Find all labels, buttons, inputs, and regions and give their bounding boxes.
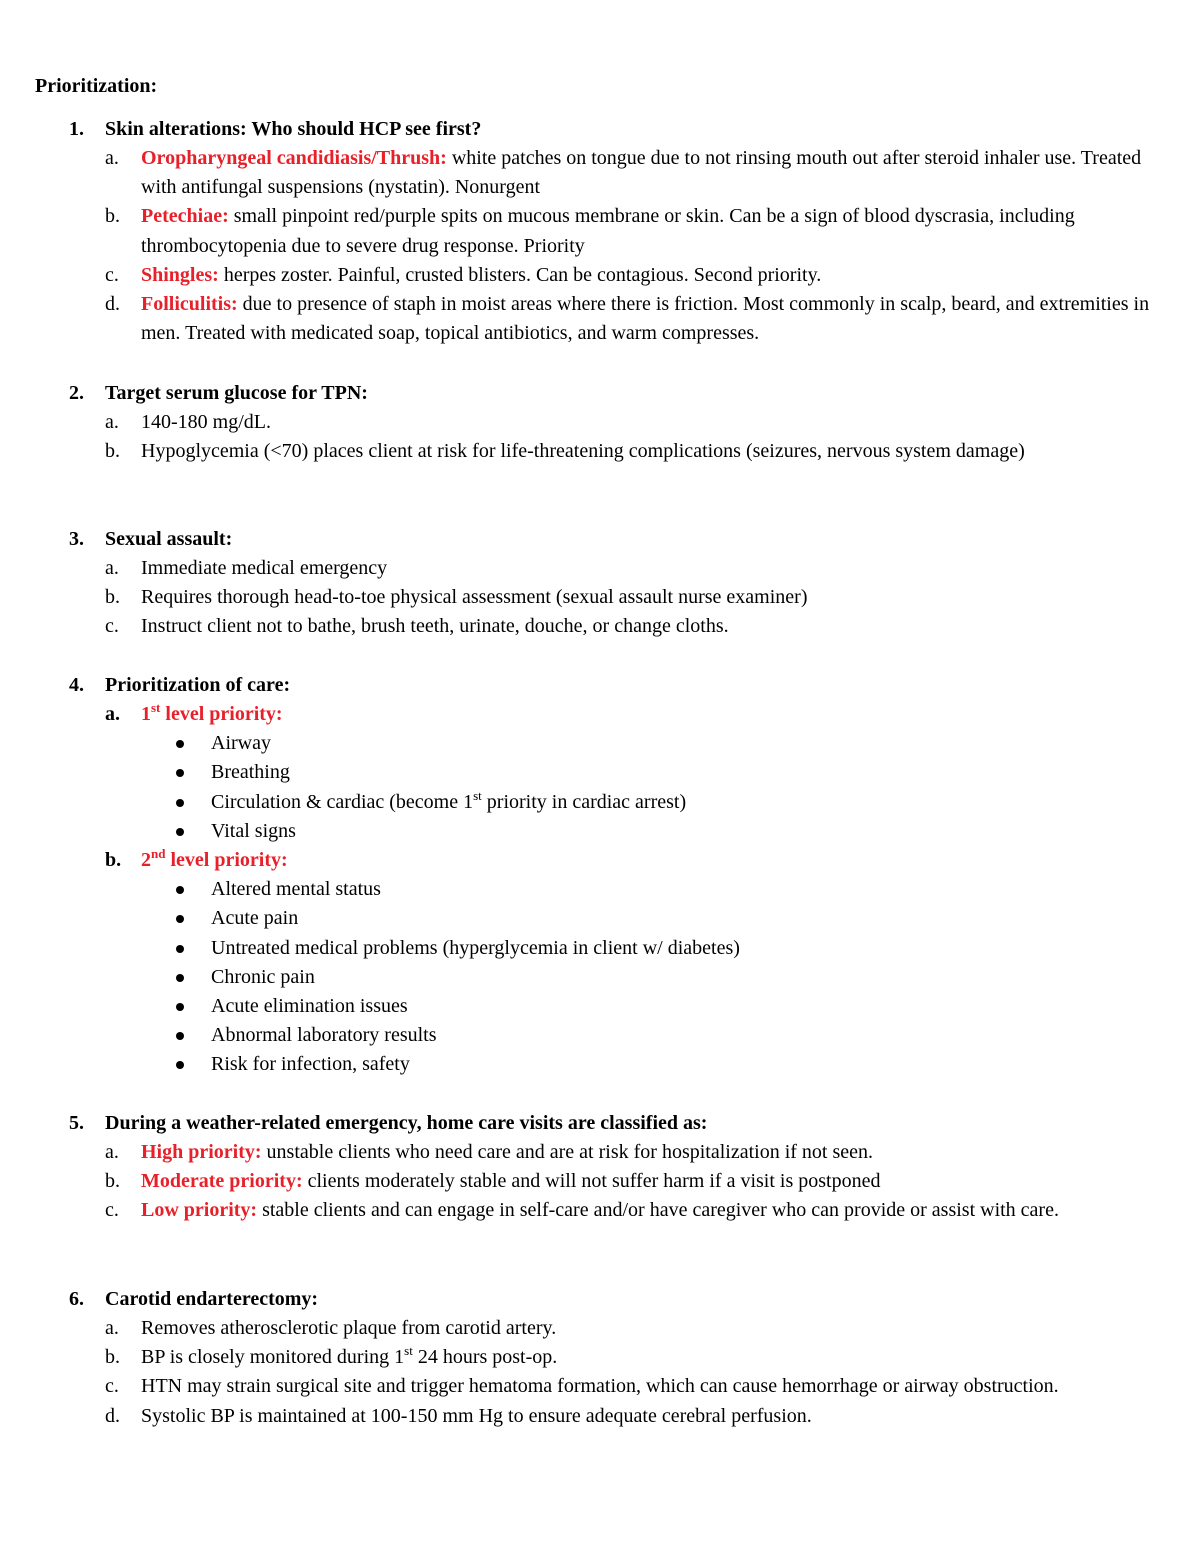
section-number: 3. bbox=[69, 528, 84, 550]
item-letter: d. bbox=[105, 293, 120, 316]
item-text: 140-180 mg/dL. bbox=[141, 411, 271, 433]
bullet-text: Abnormal laboratory results bbox=[211, 1024, 437, 1047]
item-text: small pinpoint red/purple spits on mucous membrane or skin. Can be a sign of blood dyscrasia, including thrombocytopenia due to severe drug response. Priority bbox=[141, 205, 1075, 257]
item-letter: c. bbox=[105, 615, 119, 638]
bullet-icon bbox=[176, 769, 184, 777]
item-letter: c. bbox=[105, 263, 119, 286]
bullet-item bbox=[0, 992, 1200, 1021]
section-number: 6. bbox=[69, 1288, 84, 1310]
item-term: Low priority: bbox=[141, 1199, 258, 1222]
bullet-text: Altered mental status bbox=[211, 878, 381, 901]
item-text: Hypoglycemia (<70) places client at risk for life-threatening complications (seizures, nervous system damage) bbox=[141, 440, 1025, 463]
item-text: BP is closely monitored during 1st 24 hours post-op. bbox=[141, 1343, 558, 1369]
bullet-icon bbox=[176, 945, 184, 953]
section-skin-alterations bbox=[0, 115, 1200, 348]
bullet-item bbox=[0, 1021, 1200, 1050]
section-prioritization-of-care bbox=[0, 671, 1200, 1079]
bullet-icon bbox=[176, 915, 184, 923]
bullet-icon bbox=[176, 886, 184, 894]
bullet-text: Airway bbox=[211, 732, 271, 755]
bullet-icon bbox=[176, 974, 184, 982]
bullet-item bbox=[0, 758, 1200, 787]
bullet-item bbox=[0, 934, 1200, 963]
list-item bbox=[0, 290, 1200, 348]
bullet-icon bbox=[176, 740, 184, 748]
bullet-item bbox=[0, 1050, 1200, 1079]
section-title: During a weather-related emergency, home care visits are classified as: bbox=[105, 1112, 708, 1134]
list-item bbox=[0, 1314, 1200, 1343]
item-term: Moderate priority: bbox=[141, 1170, 303, 1193]
item-letter: a. bbox=[105, 1317, 119, 1339]
section-heading bbox=[0, 379, 1200, 408]
bullet-text: Vital signs bbox=[211, 819, 296, 842]
item-letter: c. bbox=[105, 1375, 119, 1398]
item-letter: b. bbox=[105, 1170, 120, 1193]
bullet-item bbox=[0, 963, 1200, 992]
list-item bbox=[0, 408, 1200, 437]
item-letter: b. bbox=[105, 1346, 120, 1369]
item-letter: b. bbox=[105, 586, 120, 609]
list-item bbox=[0, 202, 1200, 260]
level-ordinal: st bbox=[151, 700, 161, 715]
item-text: due to presence of staph in moist areas where there is friction. Most commonly in scalp, beard, and extremities in men. Treated with medicated soap, topical antibiotics, and warm compresses. bbox=[141, 293, 1150, 345]
item-letter: b. bbox=[105, 848, 122, 871]
item-term: Folliculitis: bbox=[141, 293, 238, 316]
section-number: 2. bbox=[69, 382, 84, 404]
item-text: herpes zoster. Painful, crusted blisters. Can be contagious. Second priority. bbox=[218, 263, 822, 286]
list-item bbox=[0, 261, 1200, 290]
item-term: Oropharyngeal candidiasis/Thrush: bbox=[141, 147, 447, 169]
item-letter: a. bbox=[105, 411, 119, 433]
section-weather-emergency bbox=[0, 1109, 1200, 1226]
section-heading bbox=[0, 1109, 1200, 1138]
section-heading bbox=[0, 671, 1200, 700]
list-item bbox=[0, 1138, 1200, 1167]
section-number: 1. bbox=[69, 118, 84, 140]
list-item bbox=[0, 1343, 1200, 1372]
list-item bbox=[0, 1167, 1200, 1196]
item-text: HTN may strain surgical site and trigger hematoma formation, which can cause hemorrhage or airway obstruction. bbox=[141, 1375, 1059, 1398]
item-letter: b. bbox=[105, 205, 120, 228]
section-title: Prioritization of care: bbox=[105, 674, 291, 696]
priority-level-1 bbox=[0, 700, 1200, 729]
section-target-glucose bbox=[0, 379, 1200, 466]
bullet-item bbox=[0, 875, 1200, 904]
bullet-item bbox=[0, 817, 1200, 846]
item-letter: a. bbox=[105, 1141, 119, 1163]
section-number: 5. bbox=[69, 1112, 84, 1134]
list-item bbox=[0, 1402, 1200, 1431]
section-title: Skin alterations: Who should HCP see first? bbox=[105, 118, 482, 140]
list-item bbox=[0, 554, 1200, 583]
section-heading bbox=[0, 115, 1200, 144]
section-carotid-endarterectomy bbox=[0, 1285, 1200, 1431]
list-item bbox=[0, 1196, 1200, 1225]
item-term: Petechiae: bbox=[141, 205, 229, 228]
bullet-text: Acute pain bbox=[211, 907, 299, 930]
level-ordinal: nd bbox=[151, 845, 166, 861]
item-text: unstable clients who need care and are at risk for hospitalization if not seen. bbox=[261, 1141, 874, 1163]
section-heading bbox=[0, 1285, 1200, 1314]
item-letter: c. bbox=[105, 1199, 119, 1222]
bullet-icon bbox=[176, 1061, 184, 1069]
list-item bbox=[0, 437, 1200, 466]
item-text: Instruct client not to bathe, brush teeth, urinate, douche, or change cloths. bbox=[141, 615, 729, 638]
item-text: stable clients and can engage in self-care and/or have caregiver who can provide or assist with care. bbox=[257, 1199, 1059, 1222]
list-item bbox=[0, 144, 1200, 202]
item-letter: a. bbox=[105, 147, 119, 169]
bullet-icon bbox=[176, 1003, 184, 1011]
list-item bbox=[0, 583, 1200, 612]
priority-level-2 bbox=[0, 846, 1200, 875]
level-number: 2 bbox=[141, 848, 151, 871]
bullet-item bbox=[0, 788, 1200, 817]
bullet-text: Acute elimination issues bbox=[211, 994, 408, 1017]
bullet-icon bbox=[176, 1032, 184, 1040]
level-label: level priority: bbox=[165, 848, 288, 871]
item-letter: a. bbox=[105, 557, 119, 579]
page-title: Prioritization: bbox=[35, 75, 158, 97]
level-label: level priority: bbox=[160, 703, 283, 725]
bullet-icon bbox=[176, 799, 184, 807]
bullet-icon bbox=[176, 828, 184, 836]
item-term: High priority: bbox=[141, 1141, 262, 1163]
section-heading bbox=[0, 525, 1200, 554]
bullet-item bbox=[0, 904, 1200, 933]
list-item bbox=[0, 612, 1200, 641]
item-term: Shingles: bbox=[141, 263, 219, 286]
item-text: Removes atherosclerotic plaque from carotid artery. bbox=[141, 1317, 557, 1339]
section-title: Target serum glucose for TPN: bbox=[105, 382, 368, 404]
bullet-text: Breathing bbox=[211, 761, 290, 784]
section-title: Sexual assault: bbox=[105, 528, 233, 550]
item-letter: d. bbox=[105, 1404, 120, 1427]
bullet-text: Circulation & cardiac (become 1st priority in cardiac arrest) bbox=[211, 787, 687, 813]
section-title: Carotid endarterectomy: bbox=[105, 1288, 319, 1310]
bullet-text: Chronic pain bbox=[211, 965, 315, 988]
item-letter: b. bbox=[105, 440, 120, 463]
item-text: Systolic BP is maintained at 100-150 mm Hg to ensure adequate cerebral perfusion. bbox=[141, 1404, 812, 1427]
item-text: white patches on tongue due to not rinsing mouth out after steroid inhaler use. Treated with antifungal suspensions (nystatin). Nonurgent bbox=[141, 147, 1142, 199]
item-text: Immediate medical emergency bbox=[141, 557, 388, 579]
bullet-text: Untreated medical problems (hyperglycemia in client w/ diabetes) bbox=[211, 936, 740, 959]
item-text: Requires thorough head-to-toe physical assessment (sexual assault nurse examiner) bbox=[141, 586, 808, 609]
item-letter: a. bbox=[105, 703, 120, 725]
list-item bbox=[0, 1372, 1200, 1401]
level-number: 1 bbox=[141, 703, 151, 725]
section-sexual-assault bbox=[0, 525, 1200, 642]
section-number: 4. bbox=[69, 674, 84, 696]
item-text: clients moderately stable and will not suffer harm if a visit is postponed bbox=[302, 1170, 881, 1193]
bullet-text: Risk for infection, safety bbox=[211, 1053, 410, 1076]
bullet-item bbox=[0, 729, 1200, 758]
